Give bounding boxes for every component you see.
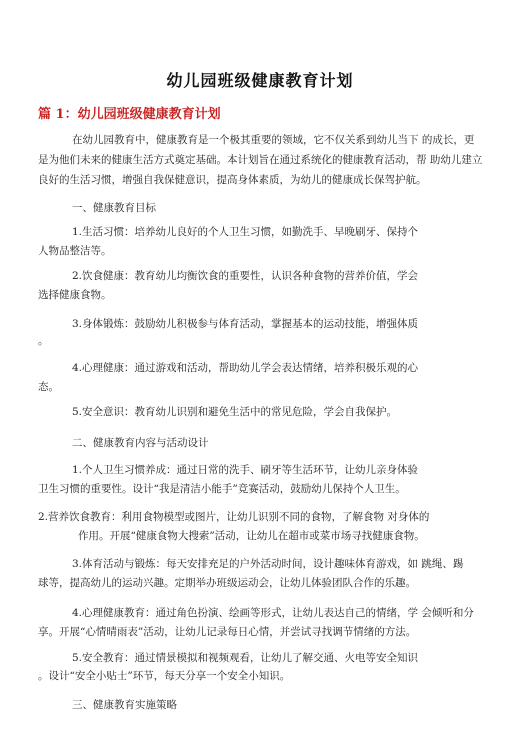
activity-1-line-1: 1.个人卫生习惯养成：通过日常的洗手、刷牙等生活环节，让幼儿亲身体验 xyxy=(72,464,419,476)
goal-5-line-1: 5.安全意识：教育幼儿识别和避免生活中的常见危险，学会自我保护。 xyxy=(72,406,398,418)
activity-2-line-1: 2.营养饮食教育：利用食物模型或图片，让幼儿识别不同的食物，了解食物 对身体的 xyxy=(38,511,430,523)
activity-4-line-1: 4.心理健康教育：通过角色扮演、绘画等形式，让幼儿表达自己的情绪，学 会倾听和分 xyxy=(72,607,474,619)
section-heading: 篇 1：幼儿园班级健康教育计划 xyxy=(38,107,221,122)
intro-line-3: 良好的生活习惯，增强自我保健意识，提高身体素质，为幼儿的健康成长保驾护航。 xyxy=(38,174,427,186)
goal-4-line-2: 态。 xyxy=(38,381,59,393)
part2-heading: 二、健康教育内容与活动设计 xyxy=(72,437,209,449)
intro-line-1: 在幼儿园教育中，健康教育是一个极其重要的领域，它不仅关系到幼儿当下 的成长，更 xyxy=(72,134,475,146)
goal-2-line-1: 2.饮食健康：教育幼儿均衡饮食的重要性，认识各种食物的营养价值，学会 xyxy=(72,270,419,282)
document-title: 幼儿园班级健康教育计划 xyxy=(166,71,354,90)
part1-heading: 一、健康教育目标 xyxy=(72,202,156,214)
intro-line-2: 是为他们未来的健康生活方式奠定基础。本计划旨在通过系统化的健康教育活动，帮 助幼儿建立 xyxy=(38,154,483,166)
goal-3-line-1: 3.身体锻炼：鼓励幼儿积极参与体育活动，掌握基本的运动技能，增强体质 xyxy=(72,318,419,330)
goal-2-line-2: 选择健康食物。 xyxy=(38,289,112,301)
goal-1-line-2: 人物品整洁等。 xyxy=(38,245,112,257)
goal-4-line-1: 4.心理健康：通过游戏和活动，帮助幼儿学会表达情绪，培养积极乐观的心 xyxy=(72,362,419,374)
activity-4-line-2: 享。开展“心情晴雨表”活动，让幼儿记录每日心情，并尝试寻找调节情绪的方法。 xyxy=(38,626,417,638)
activity-3-line-1: 3.体育活动与锻炼：每天安排充足的户外活动时间，设计趣味体育游戏，如 跳绳、踢 xyxy=(72,558,464,570)
goal-3-line-2: 。 xyxy=(38,335,49,347)
activity-1-line-2: 卫生习惯的重要性。设计“我是清洁小能手”竞赛活动，鼓励幼儿保持个人卫生。 xyxy=(38,483,406,495)
activity-2-line-2: 作用。开展“健康食物大搜索”活动，让幼儿在超市或菜市场寻找健康食物。 xyxy=(78,530,425,542)
activity-5-line-1: 5.安全教育：通过情景模拟和视频观看，让幼儿了解交通、火电等安全知识 xyxy=(72,652,419,664)
activity-3-line-2: 球等，提高幼儿的运动兴趣。定期举办班级运动会，让幼儿体验团队合作的乐趣。 xyxy=(38,577,416,589)
goal-1-line-1: 1.生活习惯：培养幼儿良好的个人卫生习惯，如勤洗手、早晚刷牙、保持个 xyxy=(72,226,419,238)
activity-5-line-2: 。设计“安全小贴士”环节，每天分享一个安全小知识。 xyxy=(38,670,291,682)
part3-heading: 三、健康教育实施策略 xyxy=(72,699,177,711)
